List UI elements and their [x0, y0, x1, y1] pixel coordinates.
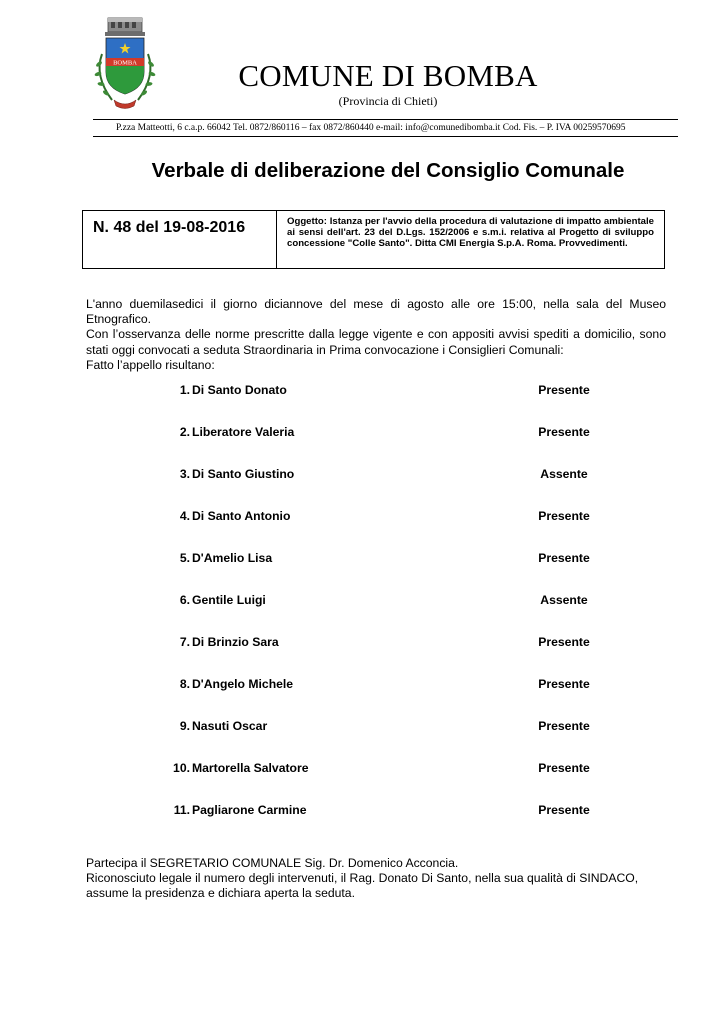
intro-roll-call-line: Fatto l’appello risultano:: [86, 357, 215, 372]
councillor-name: D'Amelio Lisa: [192, 551, 273, 565]
attendance-status: Presente: [538, 803, 590, 817]
deliberation-number: N. 48 del 19-08-2016: [83, 211, 277, 268]
list-item: [0, 633, 724, 675]
councillor-name: Di Santo Antonio: [192, 509, 291, 523]
councillor-number: 4.: [179, 509, 190, 523]
list-item: [0, 465, 724, 507]
intro-convocation-line: Con l’osservanza delle norme prescritte dalla legge vigente e con appositi avvisi spediti a domicilio, sono stati oggi convocati a seduta Straordinaria in Prima convocazione i Consiglieri Comunali:: [86, 327, 666, 357]
list-item: [0, 549, 724, 591]
attendance-status: Presente: [538, 677, 590, 691]
intro-paragraph: [86, 297, 666, 373]
attendance-status: Presente: [538, 719, 590, 733]
councillor-name: Di Santo Donato: [192, 383, 287, 397]
councillor-name: D'Angelo Michele: [192, 677, 294, 691]
municipality-title: COMUNE DI BOMBA: [238, 58, 538, 93]
councillor-name: Di Santo Giustino: [192, 467, 295, 481]
closing-paragraph: [86, 856, 668, 902]
list-item: [0, 381, 724, 423]
contact-details: P.zza Matteotti, 6 c.a.p. 66042 Tel. 0872/860116 – fax 0872/860440 e-mail: info@comunedibomba.it Cod. Fis. – P. IVA 00259570695: [116, 123, 626, 133]
list-item: [0, 591, 724, 633]
list-item: [0, 675, 724, 717]
councillor-number: 1.: [179, 383, 190, 397]
deliberation-info-box: [82, 210, 665, 269]
attendance-status: Assente: [540, 593, 588, 607]
councillor-name: Di Brinzio Sara: [192, 635, 279, 649]
attendance-status: Presente: [538, 383, 590, 397]
header-divider-top: [93, 119, 678, 120]
list-item: [0, 507, 724, 549]
list-item: [0, 717, 724, 759]
province-subtitle: (Provincia di Chieti): [338, 94, 438, 108]
councillor-number: 10.: [173, 761, 190, 775]
roll-call-list: [0, 381, 724, 843]
councillor-name: Nasuti Oscar: [192, 719, 268, 733]
intro-date-line: L'anno duemilasedici il giorno diciannove del mese di agosto alle ore 15:00, nella sala del Museo Etnografico.: [86, 297, 666, 327]
councillor-number: 7.: [179, 635, 190, 649]
list-item: [0, 759, 724, 801]
deliberation-subject: Oggetto: Istanza per l'avvio della procedura di valutazione di impatto ambientale ai sensi dell'art. 23 del D.Lgs. 152/2006 e s.m.i. relativa al Progetto di sviluppo concessione "Colle Santo". Ditta CMI Energia S.p.A. Roma. Provvedimenti.: [287, 216, 654, 250]
councillor-number: 2.: [179, 425, 190, 439]
councillor-name: Liberatore Valeria: [192, 425, 295, 439]
attendance-status: Presente: [538, 425, 590, 439]
attendance-status: Assente: [540, 467, 588, 481]
councillor-number: 3.: [179, 467, 190, 481]
document-title: Verbale di deliberazione del Consiglio Comunale: [151, 159, 625, 182]
attendance-status: Presente: [538, 509, 590, 523]
councillor-number: 11.: [173, 803, 190, 817]
emblem-banner-text: BOMBA: [113, 59, 137, 67]
attendance-status: Presente: [538, 635, 590, 649]
councillor-name: Martorella Salvatore: [192, 761, 309, 775]
header-divider-bottom: [93, 136, 678, 137]
list-item: [0, 423, 724, 465]
councillor-number: 9.: [179, 719, 190, 733]
quorum-line: Riconosciuto legale il numero degli intervenuti, il Rag. Donato Di Santo, nella sua qualità di SINDACO, assume la presidenza e dichiara aperta la seduta.: [86, 871, 639, 901]
councillor-name: Gentile Luigi: [192, 593, 266, 607]
attendance-status: Presente: [538, 761, 590, 775]
councillor-number: 5.: [179, 551, 190, 565]
attendance-status: Presente: [538, 551, 590, 565]
list-item: [0, 801, 724, 843]
councillor-number: 8.: [179, 677, 190, 691]
councillor-name: Pagliarone Carmine: [192, 803, 307, 817]
secretary-line: Partecipa il SEGRETARIO COMUNALE Sig. Dr. Domenico Acconcia.: [86, 856, 459, 870]
councillor-number: 6.: [179, 593, 190, 607]
